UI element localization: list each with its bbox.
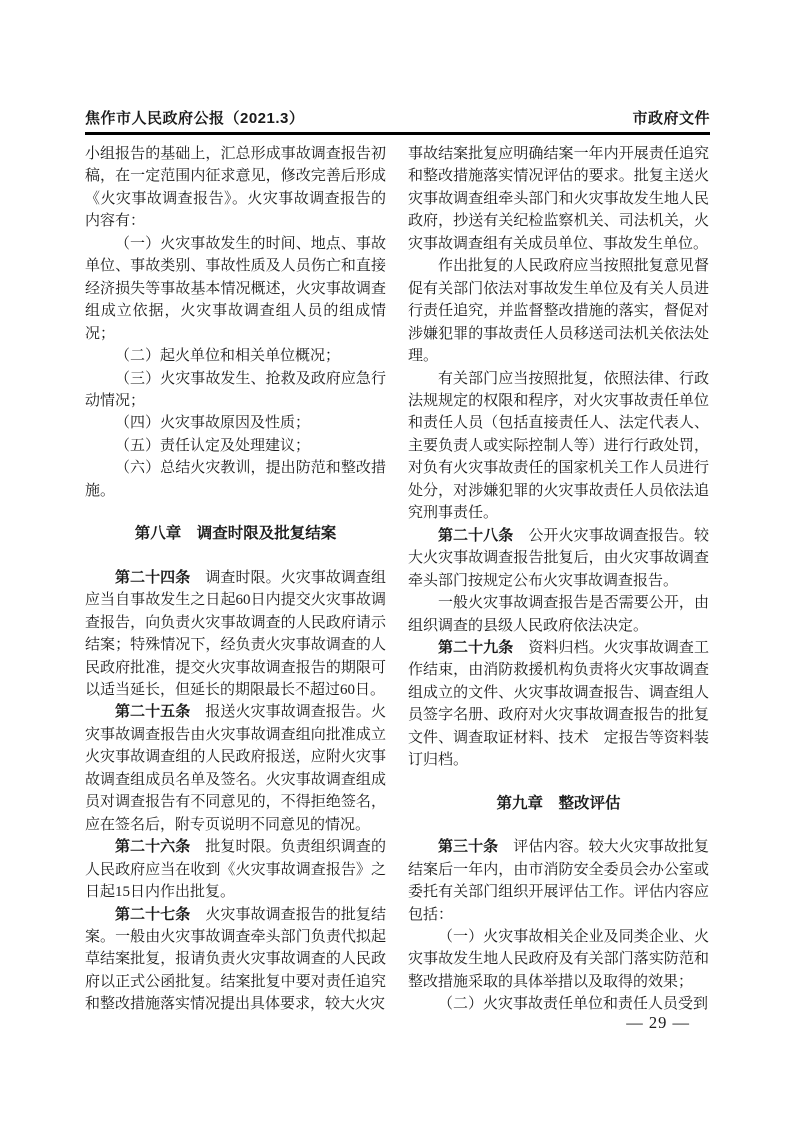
paragraph: （六）总结火灾教训，提出防范和整改措施。 <box>85 460 386 499</box>
paragraph: 事故结案批复应明确结案一年内开展责任追究和整改措施落实情况评估的要求。批复主送火灾事故调查组牵头部门和火灾事故发生地人民政府，抄送有关纪检监察机关、司法机关，火灾事故调查组有关成员单位、事故发生单位。 <box>408 146 709 252</box>
paragraph: 一般火灾事故调查报告是否需要公开，由组织调查的县级人民政府依法决定。 <box>408 595 709 634</box>
article-number: 第二十五条 <box>115 703 191 721</box>
chapter-heading: 第九章 整改评估 <box>496 794 621 812</box>
article-number: 第二十八条 <box>438 526 514 544</box>
gazette-title: 焦作市人民政府公报（2021.3） <box>85 110 305 127</box>
paragraph: （三）火灾事故发生、抢救及政府应急行动情况； <box>85 370 386 409</box>
paragraph: 第二十七条 火灾事故调查报告的批复结案。一般由火灾事故调查牵头部门负责代拟起草结案批复，报请负责火灾事故调查的人民政府以正式公函批复。结案批复中要对责任追究和整改措施落实情况提出具体要求，较大火灾 <box>85 905 386 1013</box>
page-header <box>85 107 710 128</box>
chapter-heading: 第八章 调查时限及批复结案 <box>134 525 337 543</box>
paragraph: 作出批复的人民政府应当按照批复意见督促有关部门依法对事故发生单位及有关人员进行责任追究，并监督整改措施的落实，督促对涉嫌犯罪的事故责任人员移送司法机关依法处理。 <box>408 258 709 365</box>
paragraph: 第二十八条 公开火灾事故调查报告。较大火灾事故调查报告批复后，由火灾事故调查牵头部门按规定公布火灾事故调查报告。 <box>408 526 709 589</box>
paragraph: 第二十九条 资料归档。火灾事故调查工作结束，由消防救援机构负责将火灾事故调查组成立的文件、火灾事故调查报告、调查组人员签字名册、政府对火灾事故调查报告的批复文件、调查取证材料、技术 定报告等资料装订归档。 <box>408 638 709 769</box>
paragraph: （五）责任认定及处理建议； <box>115 437 311 454</box>
paragraph: 第二十五条 报送火灾事故调查报告。火灾事故调查报告由火灾事故调查组向批准成立火灾事故调查组的人民政府报送，应附火灾事故调查组成员名单及签名。火灾事故调查组成员对调查报告有不同意见的，不得拒绝签名，应在签名后，附专页说明不同意见的情况。 <box>85 703 386 833</box>
paragraph: （四）火灾事故原因及性质； <box>115 415 311 432</box>
article-number: 第二十九条 <box>438 638 514 656</box>
doc-category-label: 市政府文件 <box>632 110 710 127</box>
paragraph: （二）火灾事故责任单位和责任人员受到 <box>438 996 709 1013</box>
left-column <box>85 143 386 1016</box>
article-number: 第二十四条 <box>115 568 191 586</box>
right-column <box>408 143 709 1016</box>
paragraph: （一）火灾事故发生的时间、地点、事故单位、事故类别、事故性质及人员伤亡和直接经济损失等事故基本情况概述，火灾事故调查组成立依据，火灾事故调查组人员的组成情况； <box>85 235 386 342</box>
header-divider <box>85 132 710 135</box>
article-number: 第二十六条 <box>115 838 191 856</box>
paragraph: 第二十四条 调查时限。火灾事故调查组应当自事故发生之日起60日内提交火灾事故调查报告，向负责火灾事故调查的人民政府请示结案；特殊情况下，经负责火灾事故调查的人民政府批准，提交火灾事故调查报告的期限可以适当延长，但延长的期限最长不超过60日。 <box>85 568 386 698</box>
paragraph: 有关部门应当按照批复，依照法律、行政法规规定的权限和程序，对火灾事故责任单位和责任人员（包括直接责任人、法定代表人、主要负责人或实际控制人等）进行行政处罚，对负有火灾事故责任的国家机关工作人员进行处分，对涉嫌犯罪的火灾事故责任人员依法追究刑事责任。 <box>408 370 709 522</box>
paragraph: 小组报告的基础上，汇总形成事故调查报告初稿，在一定范围内征求意见，修改完善后形成《火灾事故调查报告》。火灾事故调查报告的内容有： <box>85 146 386 230</box>
paragraph: 第二十六条 批复时限。负责组织调查的人民政府应当在收到《火灾事故调查报告》之日起15日内作出批复。 <box>85 838 386 901</box>
article-number: 第三十条 <box>438 838 499 856</box>
article-number: 第二十七条 <box>115 905 191 923</box>
page-number: — 29 — <box>626 1013 690 1032</box>
paragraph: （一）火灾事故相关企业及同类企业、火灾事故发生地人民政府及有关部门落实防范和整改措施采取的具体举措以及取得的效果； <box>408 928 709 990</box>
paragraph: 第三十条 评估内容。较大火灾事故批复结案后一年内，由市消防安全委员会办公室或委托有关部门组织开展评估工作。评估内容应包括： <box>408 838 709 923</box>
paragraph: （二）起火单位和相关单位概况； <box>115 348 341 365</box>
